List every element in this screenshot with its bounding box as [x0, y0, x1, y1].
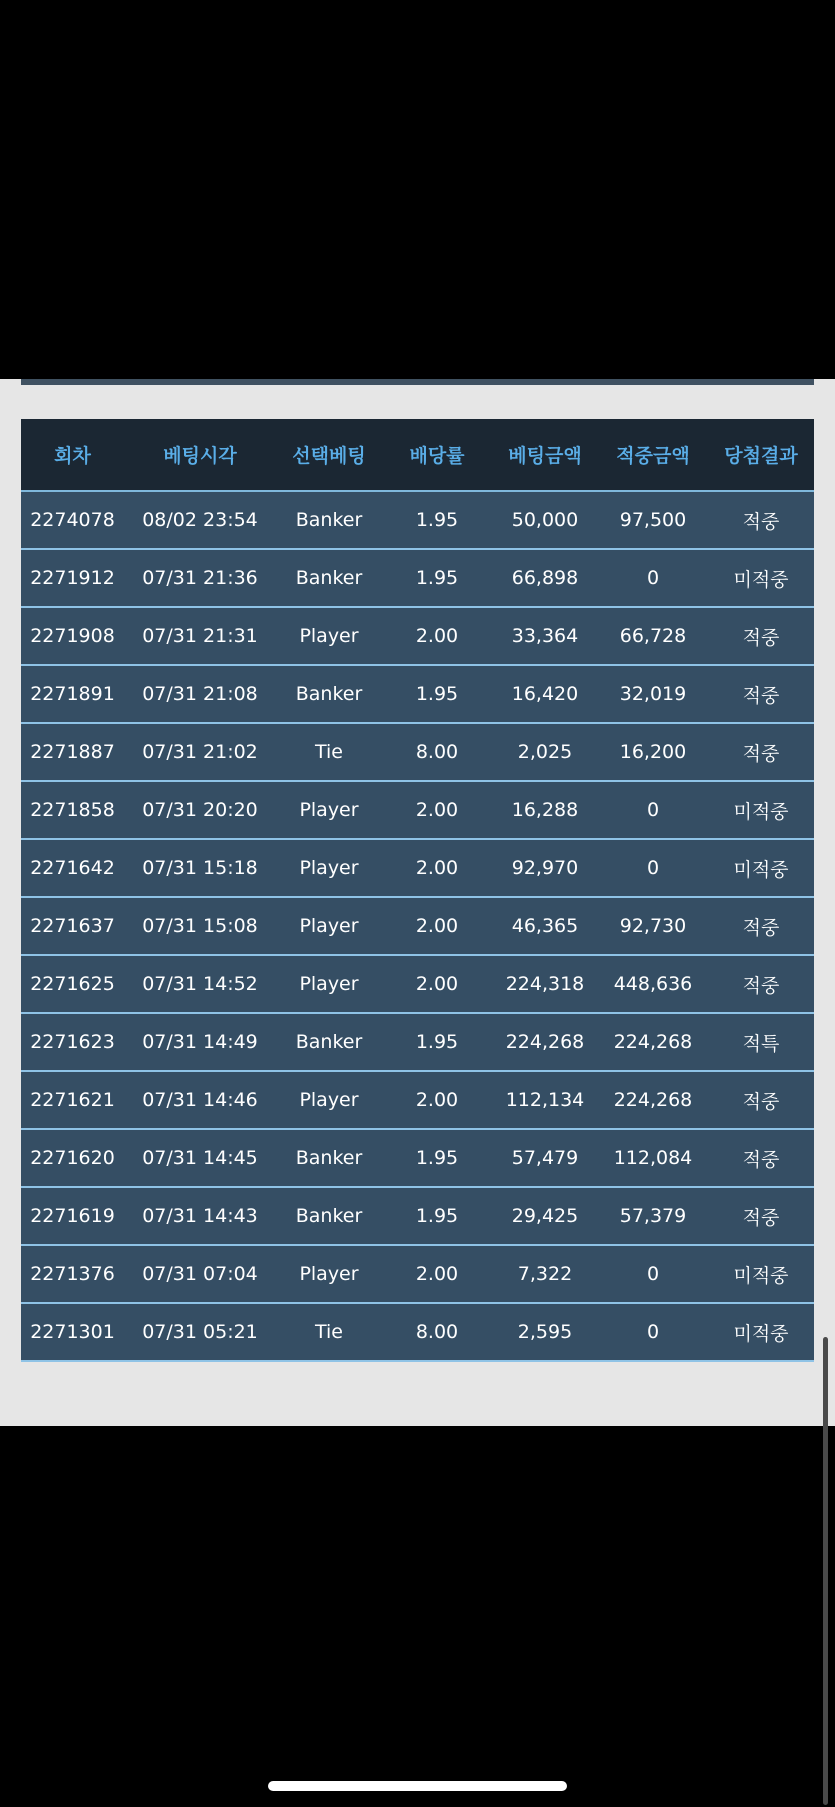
cell-selected-bet: Banker — [276, 1129, 382, 1187]
cell-result: 적중 — [708, 491, 814, 549]
cell-round: 2271887 — [21, 723, 124, 781]
cell-bet-amount: 50,000 — [492, 491, 598, 549]
table-body — [21, 491, 814, 1361]
header-odds: 배당률 — [382, 419, 492, 491]
cell-bet-time: 07/31 15:08 — [124, 897, 276, 955]
cell-bet-time: 07/31 14:52 — [124, 955, 276, 1013]
cell-odds: 1.95 — [382, 549, 492, 607]
cell-result: 적중 — [708, 897, 814, 955]
cell-round: 2271625 — [21, 955, 124, 1013]
table-row[interactable] — [21, 1071, 814, 1129]
cell-bet-amount: 224,268 — [492, 1013, 598, 1071]
cell-bet-time: 07/31 14:43 — [124, 1187, 276, 1245]
cell-round: 2274078 — [21, 491, 124, 549]
header-round: 회차 — [21, 419, 124, 491]
cell-bet-time: 07/31 15:18 — [124, 839, 276, 897]
cell-round: 2271637 — [21, 897, 124, 955]
cell-bet-time: 07/31 14:45 — [124, 1129, 276, 1187]
cell-bet-time: 07/31 21:02 — [124, 723, 276, 781]
cell-odds: 1.95 — [382, 491, 492, 549]
cell-bet-amount: 46,365 — [492, 897, 598, 955]
header-bet-amount: 베팅금액 — [492, 419, 598, 491]
header-row — [21, 419, 814, 491]
table-header — [21, 419, 814, 491]
top-divider-strip — [21, 379, 814, 385]
cell-result: 미적중 — [708, 839, 814, 897]
cell-bet-time: 07/31 21:31 — [124, 607, 276, 665]
cell-round: 2271912 — [21, 549, 124, 607]
cell-bet-time: 07/31 21:36 — [124, 549, 276, 607]
cell-round: 2271642 — [21, 839, 124, 897]
cell-selected-bet: Player — [276, 897, 382, 955]
cell-round: 2271908 — [21, 607, 124, 665]
table-row[interactable] — [21, 723, 814, 781]
cell-selected-bet: Banker — [276, 549, 382, 607]
cell-bet-amount: 16,288 — [492, 781, 598, 839]
cell-selected-bet: Banker — [276, 665, 382, 723]
cell-win-amount: 66,728 — [598, 607, 708, 665]
cell-result: 적중 — [708, 607, 814, 665]
cell-win-amount: 448,636 — [598, 955, 708, 1013]
cell-win-amount: 0 — [598, 781, 708, 839]
cell-selected-bet: Player — [276, 839, 382, 897]
cell-win-amount: 57,379 — [598, 1187, 708, 1245]
table-row[interactable] — [21, 1187, 814, 1245]
cell-round: 2271621 — [21, 1071, 124, 1129]
header-bet-time: 베팅시각 — [124, 419, 276, 491]
cell-bet-time: 07/31 14:46 — [124, 1071, 276, 1129]
cell-odds: 2.00 — [382, 781, 492, 839]
cell-round: 2271858 — [21, 781, 124, 839]
cell-odds: 2.00 — [382, 955, 492, 1013]
cell-round: 2271620 — [21, 1129, 124, 1187]
header-result: 당첨결과 — [708, 419, 814, 491]
cell-bet-time: 07/31 14:49 — [124, 1013, 276, 1071]
cell-win-amount: 112,084 — [598, 1129, 708, 1187]
cell-win-amount: 0 — [598, 839, 708, 897]
cell-win-amount: 32,019 — [598, 665, 708, 723]
cell-result: 적특 — [708, 1013, 814, 1071]
cell-bet-amount: 57,479 — [492, 1129, 598, 1187]
cell-bet-time: 08/02 23:54 — [124, 491, 276, 549]
cell-bet-time: 07/31 20:20 — [124, 781, 276, 839]
table-row[interactable] — [21, 955, 814, 1013]
table-row[interactable] — [21, 897, 814, 955]
cell-bet-amount: 29,425 — [492, 1187, 598, 1245]
table-row[interactable] — [21, 1245, 814, 1303]
cell-win-amount: 16,200 — [598, 723, 708, 781]
cell-odds: 2.00 — [382, 1071, 492, 1129]
cell-result: 적중 — [708, 1129, 814, 1187]
cell-result: 적중 — [708, 723, 814, 781]
table-row[interactable] — [21, 1013, 814, 1071]
cell-win-amount: 92,730 — [598, 897, 708, 955]
cell-odds: 1.95 — [382, 1187, 492, 1245]
cell-odds: 2.00 — [382, 839, 492, 897]
cell-bet-amount: 16,420 — [492, 665, 598, 723]
cell-result: 미적중 — [708, 549, 814, 607]
cell-bet-amount: 2,595 — [492, 1303, 598, 1361]
cell-selected-bet: Banker — [276, 1187, 382, 1245]
cell-result: 적중 — [708, 1187, 814, 1245]
table-row[interactable] — [21, 839, 814, 897]
cell-win-amount: 97,500 — [598, 491, 708, 549]
content-area — [0, 379, 835, 1426]
cell-bet-amount: 66,898 — [492, 549, 598, 607]
cell-result: 미적중 — [708, 781, 814, 839]
table-row[interactable] — [21, 1303, 814, 1361]
scrollbar[interactable] — [823, 1337, 828, 1805]
cell-odds: 1.95 — [382, 665, 492, 723]
cell-odds: 2.00 — [382, 897, 492, 955]
betting-history-table — [21, 419, 814, 1362]
cell-bet-amount: 33,364 — [492, 607, 598, 665]
home-indicator[interactable] — [268, 1781, 567, 1791]
cell-selected-bet: Tie — [276, 723, 382, 781]
cell-bet-amount: 7,322 — [492, 1245, 598, 1303]
cell-odds: 2.00 — [382, 1245, 492, 1303]
cell-bet-amount: 112,134 — [492, 1071, 598, 1129]
cell-result: 적중 — [708, 955, 814, 1013]
cell-odds: 8.00 — [382, 1303, 492, 1361]
cell-round: 2271619 — [21, 1187, 124, 1245]
cell-win-amount: 0 — [598, 1303, 708, 1361]
cell-win-amount: 0 — [598, 1245, 708, 1303]
table-row[interactable] — [21, 1129, 814, 1187]
cell-result: 적중 — [708, 1071, 814, 1129]
cell-round: 2271891 — [21, 665, 124, 723]
table-row[interactable] — [21, 781, 814, 839]
cell-bet-time: 07/31 21:08 — [124, 665, 276, 723]
cell-result: 적중 — [708, 665, 814, 723]
table-row[interactable] — [21, 607, 814, 665]
cell-bet-amount: 92,970 — [492, 839, 598, 897]
cell-selected-bet: Player — [276, 781, 382, 839]
cell-selected-bet: Player — [276, 1245, 382, 1303]
cell-win-amount: 224,268 — [598, 1071, 708, 1129]
cell-selected-bet: Player — [276, 955, 382, 1013]
cell-selected-bet: Player — [276, 607, 382, 665]
cell-bet-amount: 2,025 — [492, 723, 598, 781]
cell-round: 2271301 — [21, 1303, 124, 1361]
header-win-amount: 적중금액 — [598, 419, 708, 491]
cell-selected-bet: Player — [276, 1071, 382, 1129]
cell-odds: 2.00 — [382, 607, 492, 665]
table-row[interactable] — [21, 549, 814, 607]
cell-round: 2271376 — [21, 1245, 124, 1303]
cell-bet-time: 07/31 05:21 — [124, 1303, 276, 1361]
cell-bet-time: 07/31 07:04 — [124, 1245, 276, 1303]
cell-odds: 1.95 — [382, 1129, 492, 1187]
cell-result: 미적중 — [708, 1303, 814, 1361]
cell-odds: 1.95 — [382, 1013, 492, 1071]
table-row[interactable] — [21, 665, 814, 723]
cell-selected-bet: Banker — [276, 1013, 382, 1071]
cell-bet-amount: 224,318 — [492, 955, 598, 1013]
cell-selected-bet: Tie — [276, 1303, 382, 1361]
cell-win-amount: 0 — [598, 549, 708, 607]
cell-odds: 8.00 — [382, 723, 492, 781]
cell-result: 미적중 — [708, 1245, 814, 1303]
header-selected-bet: 선택베팅 — [276, 419, 382, 491]
cell-selected-bet: Banker — [276, 491, 382, 549]
table-row[interactable] — [21, 491, 814, 549]
cell-win-amount: 224,268 — [598, 1013, 708, 1071]
cell-round: 2271623 — [21, 1013, 124, 1071]
